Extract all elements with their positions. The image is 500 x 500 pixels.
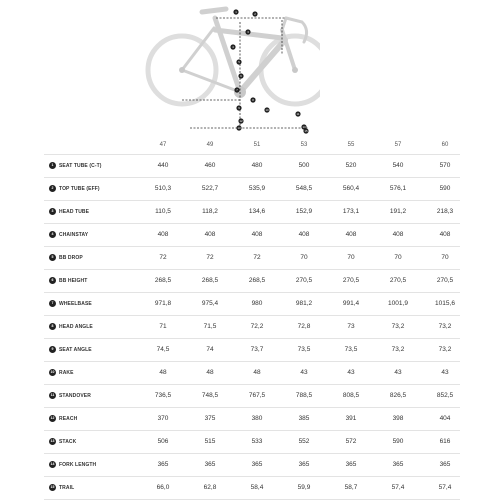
diagram-marker-label: 4 (232, 45, 234, 50)
table-row (44, 178, 460, 201)
diagram-marker-label: 3 (247, 30, 249, 35)
table-cell: 365 (157, 461, 169, 468)
table-cell: 552 (298, 438, 310, 445)
table-cell: 570 (439, 162, 451, 169)
table-cell: 70 (347, 254, 355, 261)
table-cell: 460 (204, 162, 216, 169)
table-cell: 408 (251, 231, 263, 238)
diagram-marker (295, 111, 300, 116)
bike-geometry-diagram (140, 0, 320, 138)
table-cell: 268,5 (154, 277, 172, 284)
row-number-badge: 15 (50, 485, 55, 489)
row-number-badge: 12 (50, 416, 55, 420)
table-cell: 270,5 (295, 277, 313, 284)
row-label: BB HEIGHT (59, 278, 88, 284)
diagram-marker (236, 105, 241, 110)
table-cell: 365 (439, 461, 451, 468)
diagram-marker-label: 14 (302, 125, 306, 130)
diagram-marker (233, 9, 238, 14)
row-label: BB DROP (59, 255, 83, 261)
row-label: FORK LENGTH (59, 462, 97, 468)
table-cell: 58,7 (344, 484, 358, 491)
table-cell: 540 (392, 162, 404, 169)
table-cell: 788,5 (295, 392, 313, 399)
table-cell: 1015,6 (435, 300, 455, 307)
table-cell: 736,5 (154, 392, 172, 399)
table-cell: 408 (204, 231, 216, 238)
table-cell: 767,5 (248, 392, 266, 399)
table-cell: 826,5 (389, 392, 407, 399)
row-label: TOP TUBE (EFF) (59, 186, 100, 192)
diagram-marker-label: 15 (304, 129, 308, 134)
diagram-marker-label: 9 (238, 106, 240, 111)
table-cell: 57,4 (438, 484, 452, 491)
row-number-badge: 3 (49, 208, 56, 215)
table-cell: 70 (441, 254, 449, 261)
table-cell: 74 (206, 346, 214, 353)
table-cell: 71,5 (203, 323, 217, 330)
table-cell: 408 (345, 231, 357, 238)
table-cell: 522,7 (201, 185, 219, 192)
table-cell: 72 (159, 254, 167, 261)
table-cell: 58,4 (250, 484, 264, 491)
table-cell: 375 (204, 415, 216, 422)
table-row (44, 454, 460, 477)
table-cell: 971,8 (154, 300, 172, 307)
size-header-47: 47 (159, 142, 167, 148)
table-cell: 72 (206, 254, 214, 261)
table-cell: 57,4 (391, 484, 405, 491)
table-row (44, 316, 460, 339)
table-cell: 43 (441, 369, 449, 376)
table-cell: 270,5 (436, 277, 454, 284)
table-cell: 72 (253, 254, 261, 261)
table-cell: 408 (298, 231, 310, 238)
table-cell: 576,1 (389, 185, 407, 192)
size-header-57: 57 (394, 142, 402, 148)
diagram-marker (238, 118, 243, 123)
table-cell: 72,8 (297, 323, 311, 330)
table-cell: 43 (347, 369, 355, 376)
table-cell: 980 (251, 300, 263, 307)
row-number-badge: 1 (49, 162, 56, 169)
row-label: STACK (59, 439, 77, 445)
size-header-60: 60 (441, 142, 449, 148)
table-cell: 515 (204, 438, 216, 445)
table-cell: 73,2 (438, 323, 452, 330)
table-cell: 616 (439, 438, 451, 445)
table-row (44, 385, 460, 408)
table-cell: 268,5 (201, 277, 219, 284)
table-cell: 408 (157, 231, 169, 238)
diagram-marker-label: 5 (238, 60, 240, 65)
table-cell: 73,2 (438, 346, 452, 353)
diagram-marker (264, 107, 269, 112)
table-cell: 59,9 (297, 484, 311, 491)
row-number-badge: 13 (50, 439, 55, 443)
table-cell: 73,2 (391, 346, 405, 353)
diagram-marker-label: 10 (265, 108, 269, 113)
table-cell: 535,9 (248, 185, 266, 192)
diagram-marker-label: 6 (240, 74, 242, 79)
table-cell: 134,6 (248, 208, 266, 215)
table-cell: 365 (204, 461, 216, 468)
row-number-badge: 5 (49, 254, 56, 261)
row-number-badge: 4 (49, 231, 56, 238)
table-row (44, 155, 460, 178)
size-header-51: 51 (253, 142, 261, 148)
diagram-marker-label: 2 (254, 12, 256, 17)
table-cell: 572 (345, 438, 357, 445)
diagram-marker (230, 44, 235, 49)
row-number-badge: 8 (49, 323, 56, 330)
table-cell: 520 (345, 162, 357, 169)
table-cell: 391 (345, 415, 357, 422)
table-cell: 48 (159, 369, 167, 376)
diagram-marker-label: 12 (239, 119, 243, 124)
table-row (44, 362, 460, 385)
table-cell: 380 (251, 415, 263, 422)
table-cell: 118,2 (202, 208, 218, 215)
table-cell: 365 (251, 461, 263, 468)
row-number-badge: 7 (49, 300, 56, 307)
table-cell: 72,2 (250, 323, 264, 330)
table-cell: 408 (392, 231, 404, 238)
table-cell: 1001,9 (388, 300, 408, 307)
table-cell: 191,2 (389, 208, 407, 215)
row-number-badge: 11 (50, 393, 55, 397)
row-number-badge: 10 (50, 370, 55, 374)
table-cell: 440 (157, 162, 169, 169)
table-cell: 70 (300, 254, 308, 261)
table-cell: 748,5 (201, 392, 219, 399)
size-header-53: 53 (300, 142, 308, 148)
table-cell: 48 (253, 369, 261, 376)
row-label: HEAD TUBE (59, 209, 90, 215)
table-row (44, 270, 460, 293)
row-label: RAKE (59, 370, 74, 376)
table-cell: 370 (157, 415, 169, 422)
row-label: HEAD ANGLE (59, 324, 93, 330)
table-cell: 43 (300, 369, 308, 376)
table-row (44, 431, 460, 454)
row-number-badge: 14 (50, 462, 55, 466)
table-cell: 590 (392, 438, 404, 445)
row-label: SEAT ANGLE (59, 347, 92, 353)
table-cell: 173,1 (342, 208, 360, 215)
table-cell: 480 (251, 162, 263, 169)
table-cell: 981,2 (295, 300, 313, 307)
table-cell: 73,5 (344, 346, 358, 353)
table-cell: 110,5 (155, 208, 171, 215)
diagram-marker (234, 87, 239, 92)
diagram-marker-label: 11 (296, 112, 300, 117)
table-cell: 408 (439, 231, 451, 238)
diagram-marker (236, 125, 241, 130)
table-cell: 73,7 (250, 346, 264, 353)
table-cell: 73,2 (391, 323, 405, 330)
table-cell: 152,9 (295, 208, 313, 215)
table-row (44, 201, 460, 224)
table-cell: 808,5 (342, 392, 360, 399)
table-cell: 500 (298, 162, 310, 169)
table-row (44, 224, 460, 247)
diagram-marker (238, 73, 243, 78)
row-label: REACH (59, 416, 78, 422)
table-cell: 71 (159, 323, 167, 330)
table-cell: 404 (439, 415, 451, 422)
diagram-marker (250, 97, 255, 102)
row-label: SEAT TUBE (C-T) (59, 163, 102, 169)
table-cell: 991,4 (342, 300, 360, 307)
table-row (44, 408, 460, 431)
row-number-badge: 2 (49, 185, 56, 192)
table-cell: 365 (392, 461, 404, 468)
row-label: STANDOVER (59, 393, 91, 399)
table-cell: 398 (392, 415, 404, 422)
table-row (44, 247, 460, 270)
row-label: CHAINSTAY (59, 232, 89, 238)
diagram-marker-label: 8 (252, 98, 254, 103)
row-label: WHEELBASE (59, 301, 92, 307)
size-header-55: 55 (347, 142, 355, 148)
table-cell: 48 (206, 369, 214, 376)
diagram-marker (252, 11, 257, 16)
table-cell: 560,4 (342, 185, 360, 192)
diagram-marker (245, 29, 250, 34)
table-cell: 73 (347, 323, 355, 330)
table-cell: 74,5 (156, 346, 170, 353)
table-cell: 510,3 (154, 185, 172, 192)
table-cell: 365 (345, 461, 357, 468)
table-cell: 533 (251, 438, 263, 445)
table-cell: 270,5 (342, 277, 360, 284)
table-row (44, 477, 460, 500)
table-cell: 548,5 (295, 185, 313, 192)
table-cell: 62,8 (203, 484, 217, 491)
table-row (44, 293, 460, 316)
row-label: TRAIL (59, 485, 75, 491)
size-header-49: 49 (206, 142, 214, 148)
table-cell: 385 (298, 415, 310, 422)
table-cell: 73,5 (297, 346, 311, 353)
diagram-marker-label: 13 (237, 126, 241, 131)
table-cell: 506 (157, 438, 169, 445)
diagram-marker-label: 7 (236, 88, 238, 93)
table-cell: 270,5 (389, 277, 407, 284)
diagram-marker (236, 59, 241, 64)
table-cell: 268,5 (248, 277, 266, 284)
table-cell: 365 (298, 461, 310, 468)
diagram-marker-label: 1 (235, 10, 237, 15)
table-cell: 975,4 (201, 300, 219, 307)
table-cell: 43 (394, 369, 402, 376)
table-cell: 852,5 (436, 392, 454, 399)
table-cell: 218,3 (436, 208, 454, 215)
table-cell: 70 (394, 254, 402, 261)
table-cell: 590 (439, 185, 451, 192)
row-number-badge: 6 (49, 277, 56, 284)
row-number-badge: 9 (49, 346, 56, 353)
diagram-marker (303, 128, 308, 133)
table-cell: 66,0 (156, 484, 170, 491)
table-row (44, 339, 460, 362)
